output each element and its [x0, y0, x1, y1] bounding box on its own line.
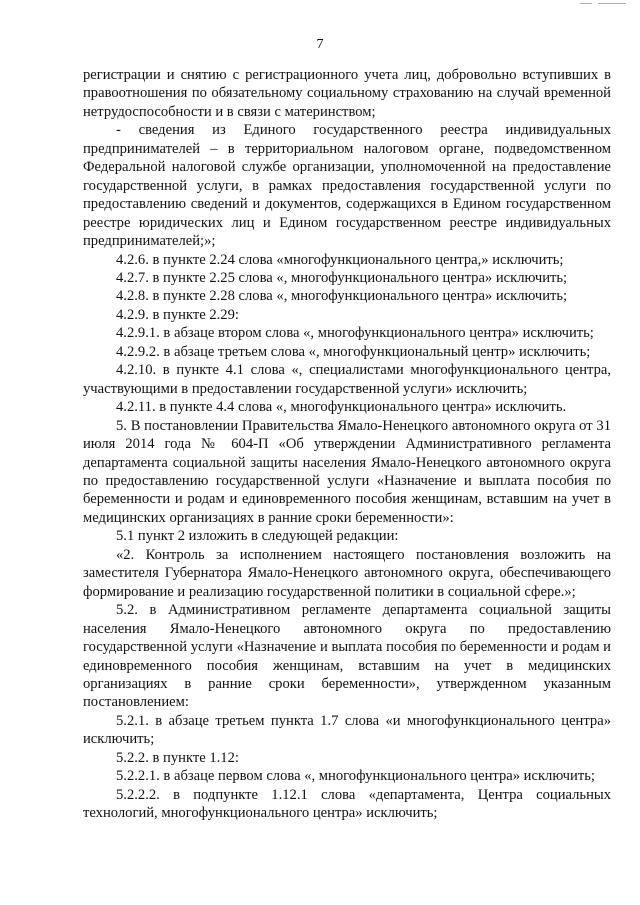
- paragraph: - сведения из Единого государственного реестра индивидуальных предпринимателей – в территориальном налоговом органе, подведомственном Федеральной налоговой службе организации, уполномоченной на предоставление государственной услуги, в рамках предоставления государственной услуги по предоставлению сведений и документов, содержащихся в Едином государственном реестре юридических лиц и Едином государственном реестре индивидуальных предпринимателей;»;: [83, 122, 611, 250]
- paragraph: 5.2.2.2. в подпункте 1.12.1 слова «департамента, Центра социальных технологий, многофункционального центра» исключить;: [83, 786, 611, 822]
- paragraph: регистрации и снятию с регистрационного учета лиц, добровольно вступивших в правоотношения по обязательному социальному страхованию на случай временной нетрудоспособности и в связи с материнством;: [83, 67, 611, 120]
- paragraph: 4.2.10. в пункте 4.1 слова «, специалистами многофункционального центра, участвующими в предоставлении государственной услуги» исключить;: [83, 362, 611, 397]
- paragraph: 4.2.9. в пункте 2.29:: [116, 306, 239, 323]
- paragraph: 4.2.11. в пункте 4.4 слова «, многофункционального центра» исключить.: [116, 399, 567, 416]
- paragraph: 5.2.1. в абзаце третьем пункта 1.7 слова «и многофункционального центра» исключить;: [83, 712, 611, 748]
- paragraph: 5.2.2.1. в абзаце первом слова «, многофункционального центра» исключить;: [116, 768, 595, 785]
- paragraph: 4.2.6. в пункте 2.24 слова «многофункционального центра,» исключить;: [116, 251, 564, 268]
- paragraph: 5.1 пункт 2 изложить в следующей редакции:: [116, 528, 399, 545]
- scan-edge-mark: [598, 3, 626, 4]
- paragraph: 4.2.8. в пункте 2.28 слова «, многофункционального центра» исключить;: [116, 288, 568, 305]
- paragraph: 4.2.9.2. в абзаце третьем слова «, многофункциональный центр» исключить;: [116, 343, 591, 360]
- paragraph: 4.2.7. в пункте 2.25 слова «, многофункционального центра» исключить;: [116, 269, 568, 286]
- paragraph: 4.2.9.1. в абзаце втором слова «, многофункционального центра» исключить;: [116, 325, 594, 342]
- scan-edge-mark: [580, 3, 592, 4]
- paragraph: 5.2.2. в пункте 1.12:: [116, 749, 239, 766]
- paragraph: 5.2. в Административном регламенте департамента социальной защиты населения Ямало-Ненецкого автономного округа по предоставлению государственной услуги «Назначение и выплата пособия по беременности и родам и единовременного пособия женщинам, вставшим на учет в медицинских организациях в ранние сроки беременности», утвержденном указанным постановлением:: [83, 602, 611, 711]
- document-body: [83, 66, 611, 823]
- paragraph: «2. Контроль за исполнением настоящего постановления возложить на заместителя Губернатора Ямало-Ненецкого автономного округа, обеспечивающего формирование и реализацию государственной политики в социальной сфере.»;: [83, 546, 611, 600]
- paragraph: 5. В постановлении Правительства Ямало-Ненецкого автономного округа от 31 июля 2014 года № 604-П «Об утверждении Административного регламента департамента социальной защиты населения Ямало-Ненецкого автономного округа по предоставлению государственной услуги «Назначение и выплата пособия по беременности и родам и единовременного пособия женщинам, вставшим на учет в медицинских организациях в ранние сроки беременности»:: [83, 417, 611, 526]
- page-number: 7: [316, 37, 324, 52]
